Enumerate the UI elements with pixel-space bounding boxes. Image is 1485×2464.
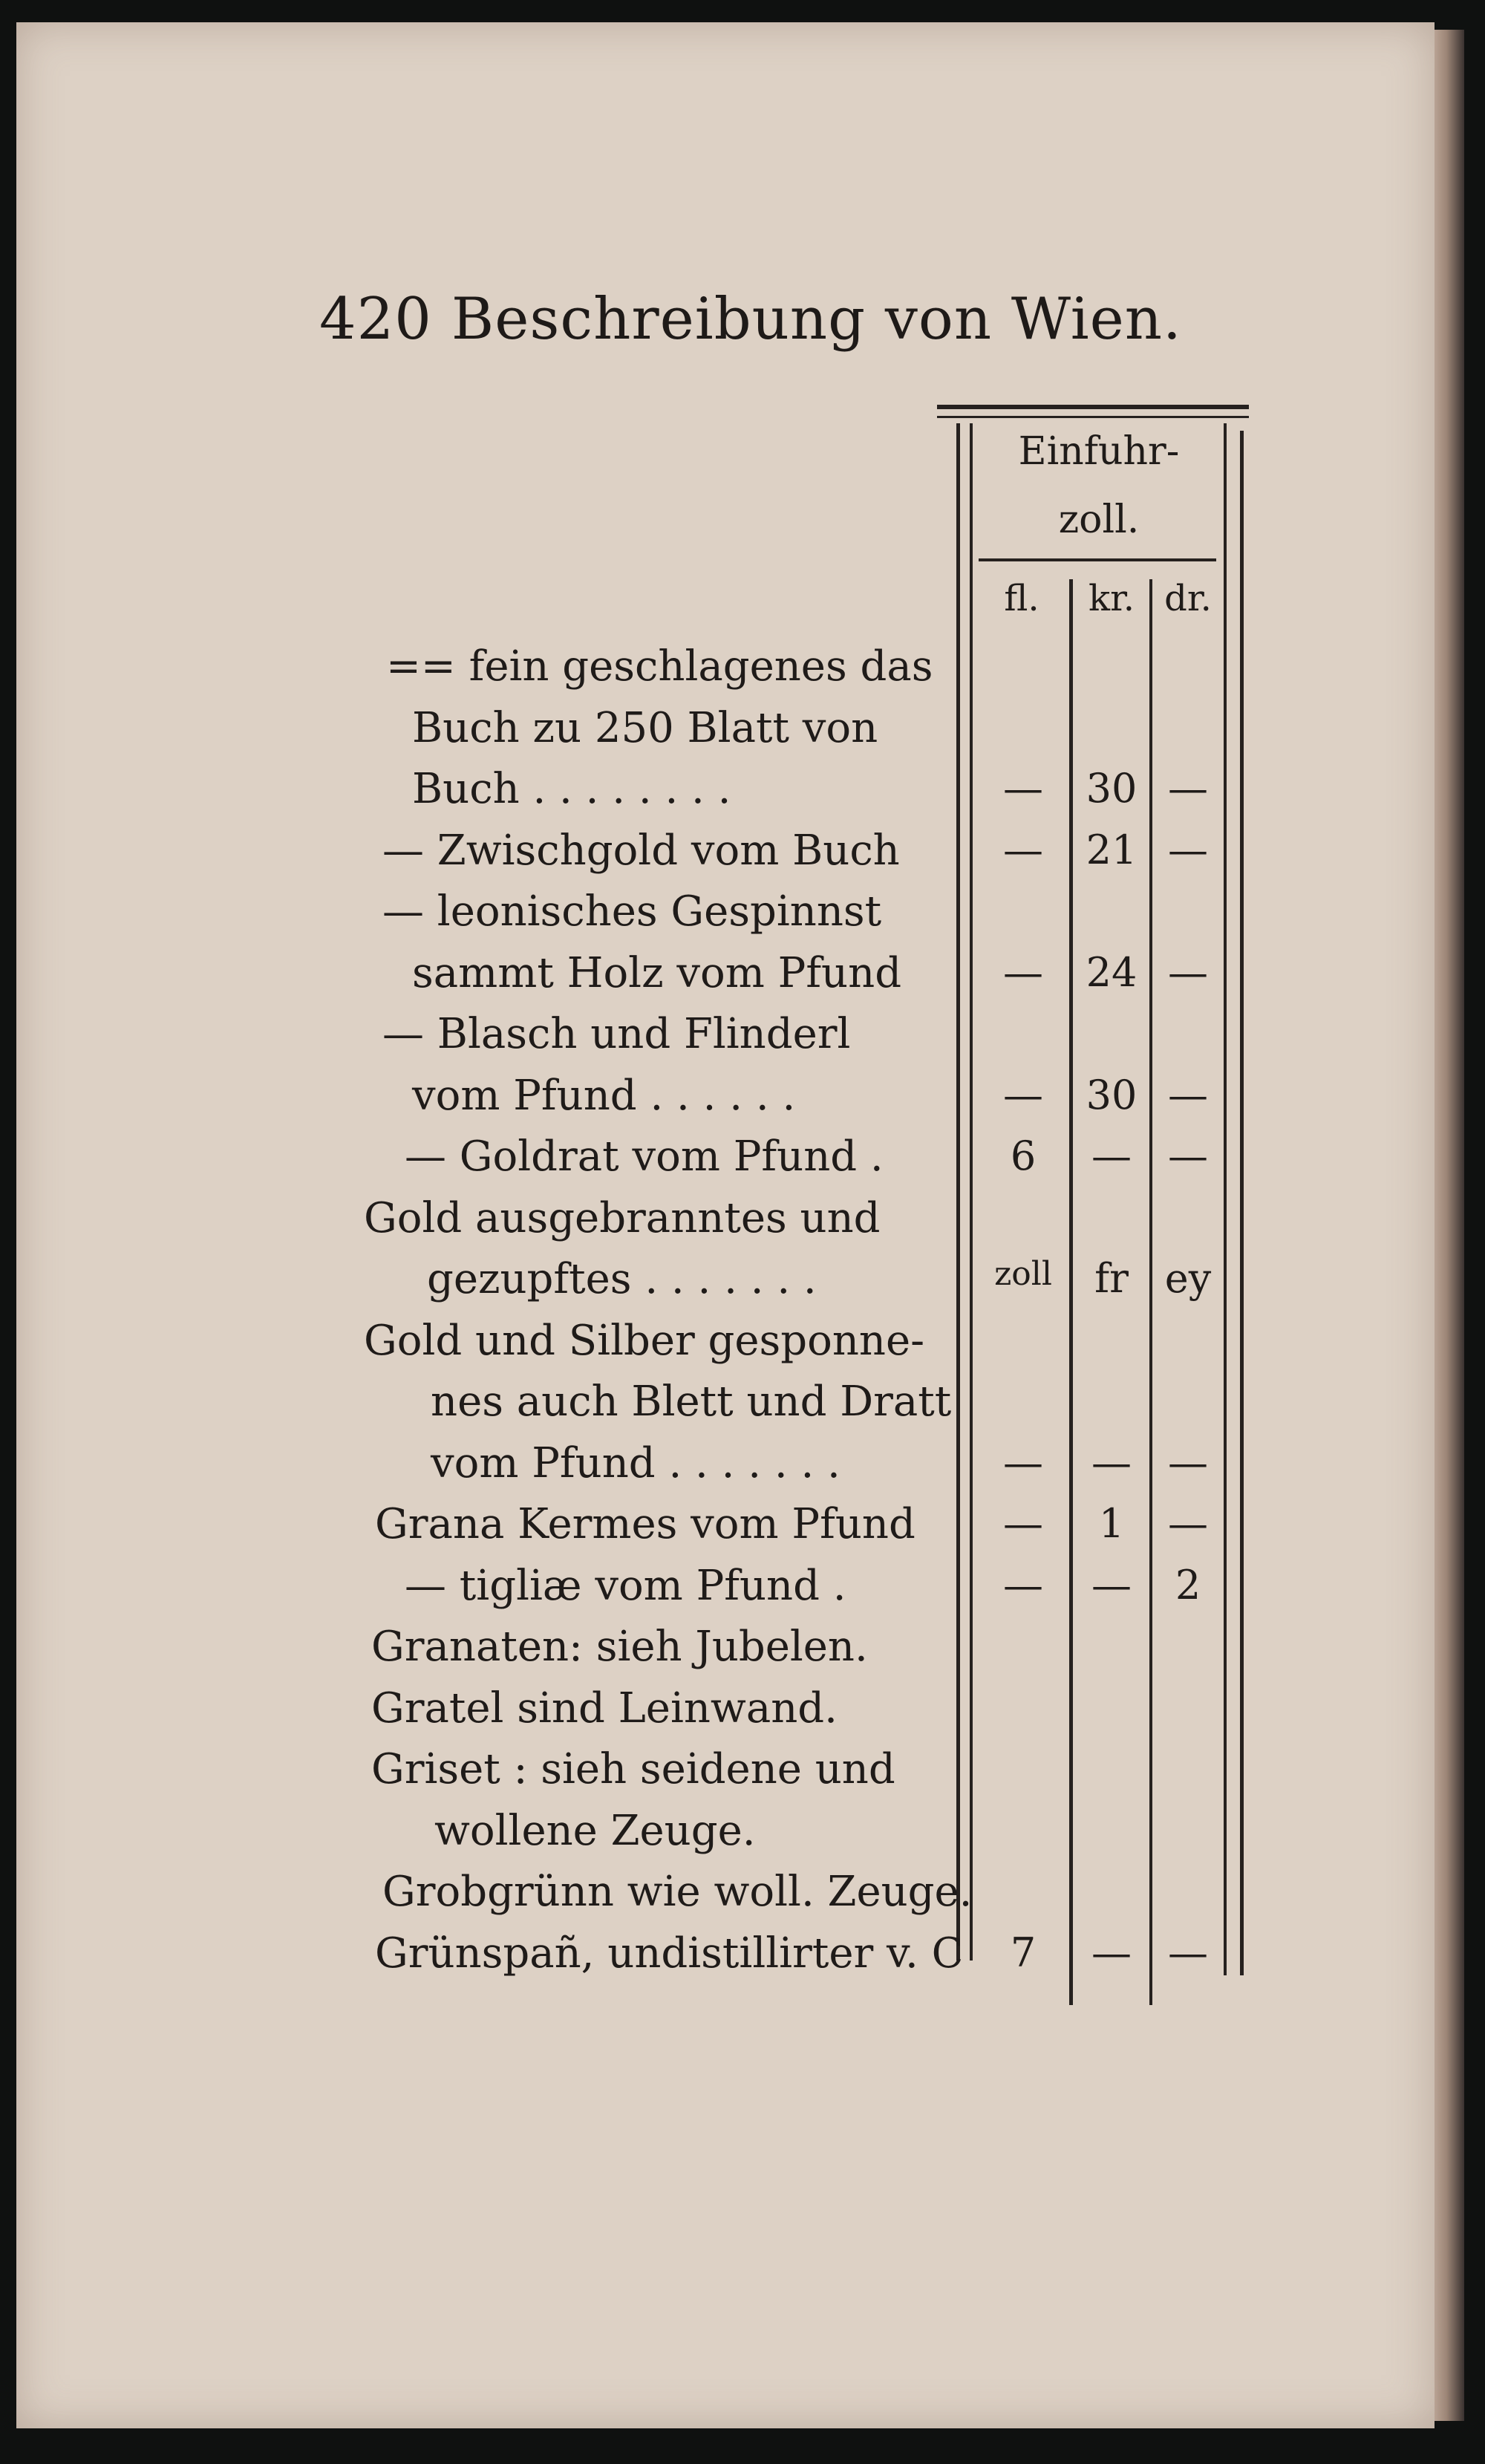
cell-kr: — [1091,1132,1132,1179]
col-head-dr: dr. [1164,578,1212,619]
entry-line: Buch . . . . . . . . [412,765,731,813]
entry-line: — Goldrat vom Pfund . [405,1132,884,1181]
cell-fl: — [1003,826,1043,873]
cell-dr: 2 [1175,1561,1201,1609]
entry-line: Buch zu 250 Blatt von [412,703,878,752]
entry-line: — leonisches Gespinnst [382,887,882,936]
head-divider [979,558,1216,561]
cell-kr: fr [1094,1255,1129,1302]
col-head-kr: kr. [1088,578,1135,619]
cell-kr: 30 [1086,765,1138,812]
running-head-title: Beschreibung von Wien. [451,286,1182,353]
cell-dr: — [1168,1438,1208,1486]
cell-dr: — [1168,765,1208,812]
right-border-inner [1224,423,1227,1975]
page-number: 420 [319,286,432,353]
cell-kr: — [1091,1561,1132,1609]
cell-kr: — [1091,1438,1132,1486]
cell-dr: ey [1164,1255,1212,1302]
cell-kr: 24 [1086,948,1138,996]
entry-line: wollene Zeuge. [434,1806,756,1855]
entry-line: == fein geschlagenes das [386,642,933,691]
cell-kr: 1 [1098,1500,1125,1547]
cell-dr: — [1168,1132,1208,1179]
entry-line: — Zwischgold vom Buch [382,826,900,875]
entry-line: vom Pfund . . . . . . . [431,1438,841,1487]
entry-line: Gratel sind Leinwand. [371,1684,838,1733]
entry-line: Gold ausgebranntes und [364,1193,881,1242]
cell-fl: — [1003,765,1043,812]
cell-dr: — [1168,1500,1208,1547]
cell-fl: 7 [1010,1929,1037,1976]
entry-line: Grana Kermes vom Pfund [375,1500,916,1548]
cell-fl: — [1003,1561,1043,1609]
table-top-rule-2 [937,416,1249,418]
entry-line: Grünspañ, undistillirter v. C [375,1929,964,1978]
cell-dr: — [1168,826,1208,873]
cell-dr: — [1168,1929,1208,1976]
left-border-inner [970,423,973,1961]
entry-line: Granaten: sieh Jubelen. [371,1623,868,1671]
table-top-rule [937,405,1249,409]
cell-dr: — [1168,948,1208,996]
right-border-outer [1240,431,1244,1975]
col-divider-fl-kr [1069,579,1073,2005]
cell-dr: — [1168,1071,1208,1118]
left-border-outer [956,423,960,1961]
cell-fl: — [1003,1438,1043,1486]
cell-fl: — [1003,948,1043,996]
entry-line: gezupftes . . . . . . . [427,1255,817,1303]
entry-line: Grobgrünn wie woll. Zeuge. [382,1868,973,1916]
col-head-fl: fl. [1004,578,1040,619]
cell-fl: — [1003,1500,1043,1547]
cell-fl: — [1003,1071,1043,1118]
cell-kr: 30 [1086,1071,1138,1118]
entry-line: — Blasch und Flinderl [382,1010,851,1058]
table-title-line1: Einfuhr- [1018,429,1180,474]
page-edge [1435,30,1464,2421]
table-title-line2: zoll. [1058,498,1140,542]
entry-line: Griset : sieh seidene und [371,1745,895,1793]
entry-line: Gold und Silber gesponne- [364,1316,925,1365]
cell-kr: 21 [1086,826,1138,873]
entry-line: vom Pfund . . . . . . [412,1071,796,1120]
entry-line: — tigliæ vom Pfund . [405,1561,846,1610]
entry-line: sammt Holz vom Pfund [412,948,902,997]
cell-fl: 6 [1010,1132,1037,1179]
cell-fl: zoll [994,1255,1052,1293]
cell-kr: — [1091,1929,1132,1976]
entry-line: nes auch Blett und Dratt [431,1378,952,1426]
running-header [319,286,1182,353]
